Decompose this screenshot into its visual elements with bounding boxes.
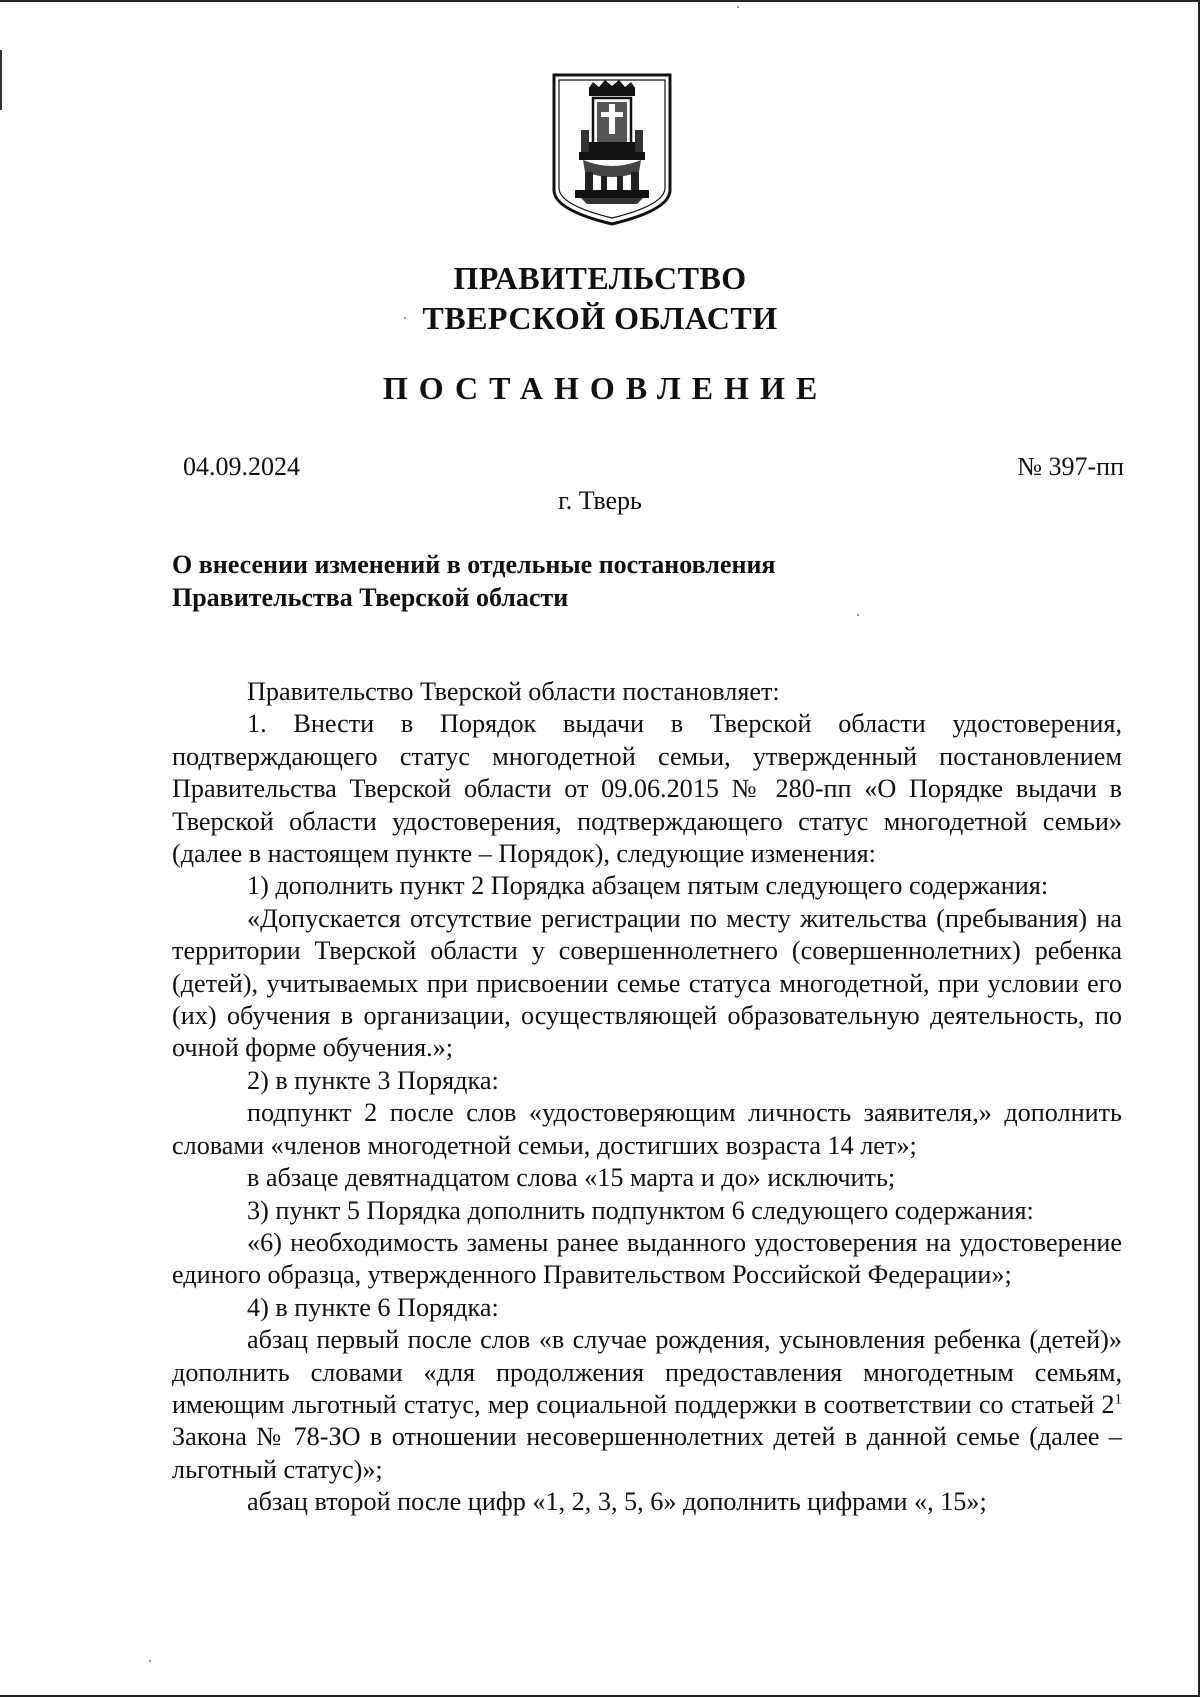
document-type: ПОСТАНОВЛЕНИЕ bbox=[382, 370, 829, 406]
superscript: 1 bbox=[1114, 1391, 1122, 1408]
paragraph-text: Закона № 78-ЗО в отношении несовершеннолетних детей в данной семье (далее – льготный статус)»; bbox=[172, 1422, 1122, 1484]
paragraph: подпункт 2 после слов «удостоверяющим личность заявителя,» дополнить словами «членов многодетной семьи, достигших возраста 14 лет»; bbox=[172, 1098, 1122, 1160]
paragraph: «6) необходимость замены ранее выданного удостоверения на удостоверение единого образца, утвержденного Правительством Российской Федерации»; bbox=[172, 1227, 1122, 1290]
paragraph: 1) дополнить пункт 2 Порядка абзацем пятым следующего содержания: bbox=[247, 871, 1049, 901]
paragraph: 1. Внести в Порядок выдачи в Тверской области удостоверения, подтверждающего статус многодетной семьи, утвержденный постановлением Правительства Тверской области от 09.06.2015 № 280-пп «О Порядке выдачи в Тверской области удостоверения, подтверждающего статус многодетной семьи» (далее в настоящем пункте – Порядок), следующие изменения: bbox=[172, 709, 1122, 869]
government-title-line2: ТВЕРСКОЙ ОБЛАСТИ bbox=[422, 300, 778, 336]
paragraph bbox=[172, 1324, 1122, 1486]
paragraph: абзац второй после цифр «1, 2, 3, 5, 6» дополнить цифрами «, 15»; bbox=[247, 1487, 987, 1517]
document-city: г. Тверь bbox=[558, 486, 642, 515]
paragraph: «Допускается отсутствие регистрации по месту жительства (пребывания) на территории Тверской области у совершеннолетнего (совершеннолетних) ребенка (детей), учитываемых при присвоении семье статуса многодетной, при условии его (их) обучения в организации, осуществляющей образовательную деятельность, по очной форме обучения.»; bbox=[172, 903, 1122, 1063]
paragraph: 4) в пункте 6 Порядка: bbox=[247, 1292, 499, 1322]
document-body bbox=[172, 676, 1122, 1519]
subject-line2: Правительства Тверской области bbox=[172, 583, 569, 612]
paragraph: 2) в пункте 3 Порядка: bbox=[247, 1065, 499, 1095]
scan-speck bbox=[857, 614, 859, 616]
paragraph: Правительство Тверской области постановляет: bbox=[247, 677, 780, 706]
government-title-line1: ПРАВИТЕЛЬСТВО bbox=[453, 260, 747, 296]
document-subject bbox=[172, 548, 775, 614]
scan-speck bbox=[149, 1660, 151, 1662]
scan-edge-mark bbox=[0, 50, 2, 110]
document-number: № 397-пп bbox=[1017, 452, 1124, 481]
document-date: 04.09.2024 bbox=[183, 452, 300, 481]
subject-line1: О внесении изменений в отдельные постановления bbox=[172, 550, 776, 579]
paragraph-text: абзац первый после слов «в случае рождения, усыновления ребенка (детей)» дополнить словами «для продолжения предоставления многодетным семьям, имеющим льготный статус, мер социальной поддержки в соответствии со статьей 2 bbox=[172, 1325, 1122, 1419]
coat-of-arms-icon bbox=[551, 72, 673, 226]
scan-speck bbox=[737, 6, 739, 8]
paragraph: в абзаце девятнадцатом слова «15 марта и до» исключить; bbox=[247, 1163, 896, 1193]
government-title bbox=[0, 258, 1200, 338]
paragraph: 3) пункт 5 Порядка дополнить подпунктом 6 следующего содержания: bbox=[247, 1195, 1034, 1225]
scan-speck bbox=[404, 317, 406, 319]
